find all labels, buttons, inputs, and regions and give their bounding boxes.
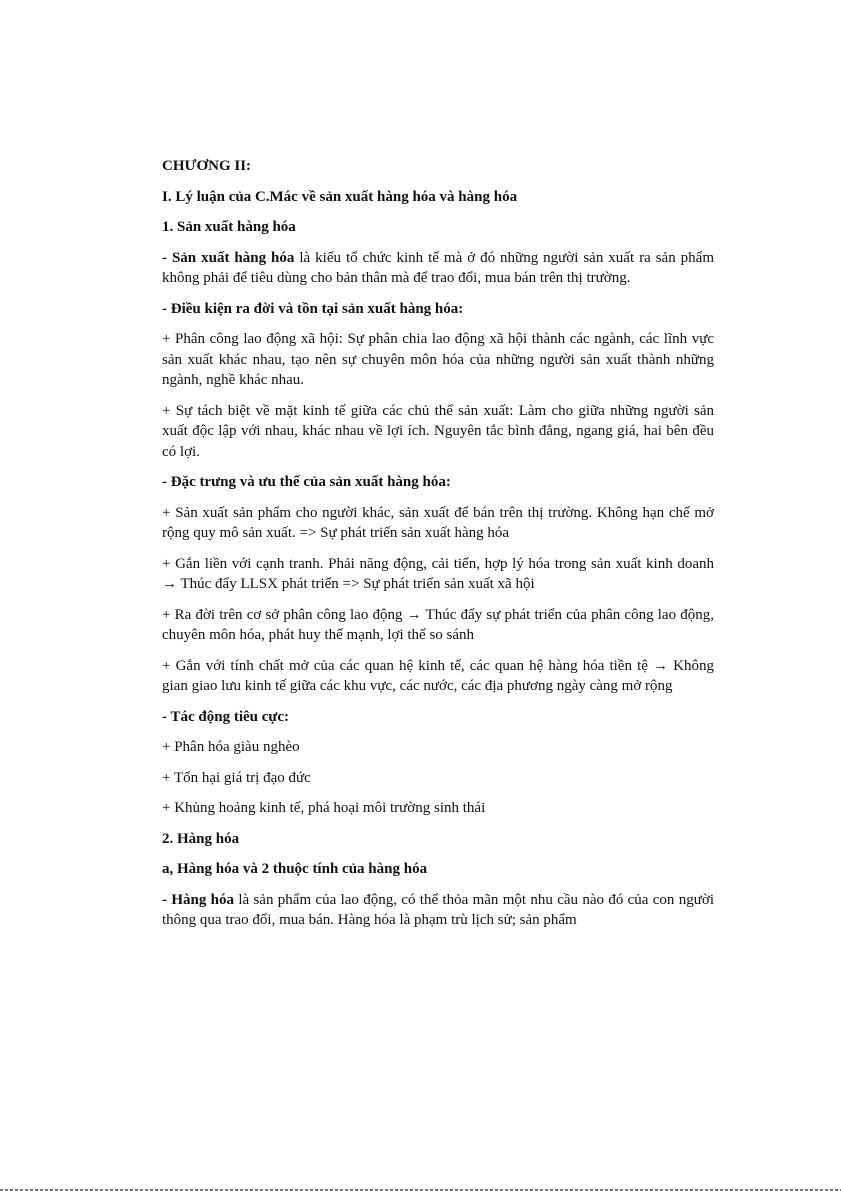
conditions-heading: - Điều kiện ra đời và tồn tại sản xuất hàng hóa: xyxy=(162,300,464,317)
negative-effect-2: + Tổn hại giá trị đạo đức xyxy=(162,769,311,786)
definition-text: là kiểu tổ chức kinh tế mà ở đó những người sản xuất ra sản phẩm không phải để tiêu dùng cho bản thân mà để trao đổi, mua bán trên thị trường. xyxy=(162,249,714,286)
features-heading: - Đặc trưng và ưu thế của sản xuất hàng hóa: xyxy=(162,474,451,490)
feature-paragraph-2: + Gắn liền với cạnh tranh. Phải năng động, cải tiến, hợp lý hóa trong sản xuất kinh doanh → Thúc đẩy LLSX phát triển => Sự phát triển sản xuất xã hội xyxy=(162,555,714,592)
feature-paragraph-1: + Sản xuất sản phẩm cho người khác, sản xuất để bán trên thị trường. Không hạn chế mở rộng quy mô sản xuất. => Sự phát triển sản xuất hàng hóa xyxy=(162,504,714,541)
condition-paragraph-1: + Phân công lao động xã hội: Sự phân chia lao động xã hội thành các ngành, các lĩnh vực sản xuất khác nhau, tạo nên sự chuyên môn hóa của những người sản xuất thành những ngành, nghề khác nhau. xyxy=(162,331,714,388)
subsection-heading-2a: a, Hàng hóa và 2 thuộc tính của hàng hóa xyxy=(162,861,428,877)
negative-effect-1: + Phân hóa giàu nghèo xyxy=(162,739,300,755)
goods-definition-text: là sản phẩm của lao động, có thể thỏa mãn một nhu cầu nào đó của con người thông qua trao đổi, mua bán. Hàng hóa là phạm trù lịch sử; sản phẩm xyxy=(162,891,714,928)
negative-effect-3: + Khủng hoảng kinh tế, phá hoại môi trường sinh thái xyxy=(162,800,486,816)
negative-effects-heading: - Tác động tiêu cực: xyxy=(162,708,290,725)
feature-paragraph-3: + Ra đời trên cơ sở phân công lao động → Thúc đẩy sự phát triển của phân công lao động, chuyên môn hóa, phát huy thế mạnh, lợi thế so sánh xyxy=(162,606,714,643)
goods-term: - Hàng hóa xyxy=(162,891,234,908)
goods-definition-paragraph xyxy=(162,890,714,931)
document-body xyxy=(162,156,714,941)
definition-term: - Sản xuất hàng hóa xyxy=(162,249,295,266)
definition-paragraph xyxy=(162,248,714,289)
subsection-heading-1: 1. Sản xuất hàng hóa xyxy=(162,219,296,235)
chapter-heading: CHƯƠNG II: xyxy=(162,158,252,174)
section-heading: I. Lý luận của C.Mác về sản xuất hàng hóa và hàng hóa xyxy=(162,188,518,205)
condition-paragraph-2: + Sự tách biệt về mặt kinh tế giữa các chủ thể sản xuất: Làm cho giữa những người sản xuất độc lập với nhau, khác nhau về lợi ích. Nguyên tắc bình đẳng, ngang giá, hai bên đều có lợi. xyxy=(162,402,714,460)
feature-paragraph-4: + Gắn với tính chất mở của các quan hệ kinh tế, các quan hệ hàng hóa tiền tệ → Không gian giao lưu kinh tế giữa các khu vực, các nước, các địa phương ngày càng mở rộng xyxy=(162,657,714,694)
subsection-heading-2: 2. Hàng hóa xyxy=(162,830,240,847)
